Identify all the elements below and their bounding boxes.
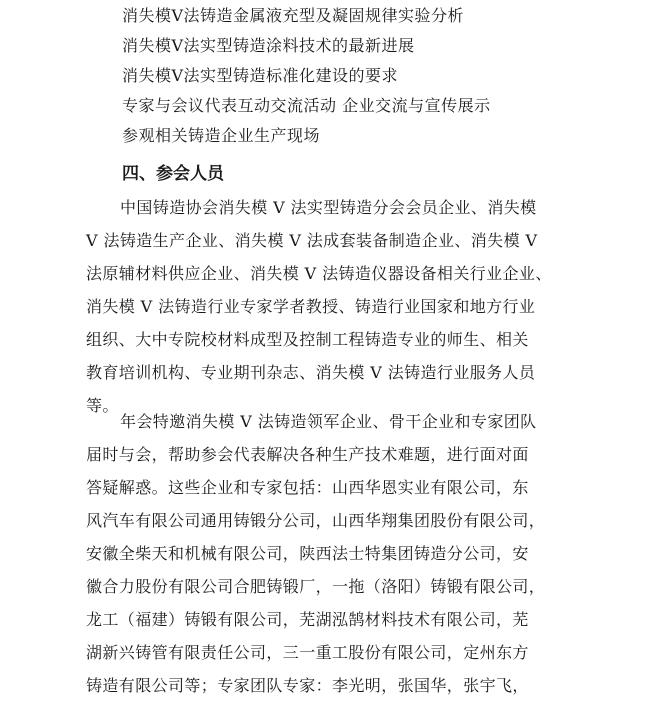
paragraph-line: 中国铸造协会消失模 Ⅴ 法实型铸造分会会员企业、消失模 [120,198,537,217]
paragraph-line: 答疑解惑。这些企业和专家包括：山西华恩实业有限公司，东 [86,478,529,497]
paragraph-line: 消失模 Ⅴ 法铸造行业专家学者教授、铸造行业国家和地方行业 [86,297,536,316]
paragraph-line: 湖新兴铸管有限责任公司，三一重工股份有限公司，定州东方 [86,643,529,662]
paragraph-line: 组织、大中专院校材料成型及控制工程铸造专业的师生、相关 [86,330,529,349]
paragraph-line: 龙工（福建）铸锻有限公司，芜湖泓鹄材料技术有限公司，芜 [86,610,529,629]
participants-paragraph [86,191,586,422]
paragraph-line: 风汽车有限公司通用铸锻分公司，山西华翔集团股份有限公司， [86,511,546,530]
agenda-item: 消失模Ⅴ法实型铸造标准化建设的要求 [122,66,399,85]
agenda-item: 专家与会议代表互动交流活动 企业交流与宣传展示 [122,96,491,115]
section-heading: 四、参会人员 [122,164,224,184]
agenda-item: 消失模Ⅴ法实型铸造涂料技术的最新进展 [122,36,415,55]
paragraph-line: Ⅴ 法铸造生产企业、消失模 Ⅴ 法成套装备制造企业、消失模 Ⅴ [86,231,538,250]
paragraph-line: 徽合力股份有限公司合肥铸锻厂，一拖（洛阳）铸锻有限公司， [86,577,546,596]
paragraph-line: 教育培训机构、专业期刊杂志、消失模 Ⅴ 法铸造行业服务人员 [86,363,536,382]
paragraph-line: 安徽全柴天和机械有限公司，陕西法士特集团铸造分公司，安 [86,544,529,563]
agenda-item: 消失模Ⅴ法铸造金属液充型及凝固规律实验分析 [122,6,465,25]
invited-paragraph [86,405,586,702]
paragraph-line: 等。 [86,396,119,415]
paragraph-line: 届时与会，帮助参会代表解决各种生产技术难题，进行面对面 [86,445,529,464]
agenda-item: 参观相关铸造企业生产现场 [122,126,321,145]
paragraph-line: 年会特邀消失模 Ⅴ 法铸造领军企业、骨干企业和专家团队 [120,412,537,431]
paragraph-line: 铸造有限公司等；专家团队专家：李光明，张国华，张宇飞， [86,676,529,695]
paragraph-line: 法原辅材料供应企业、消失模 Ⅴ 法铸造仪器设备相关行业企业、 [86,264,552,283]
